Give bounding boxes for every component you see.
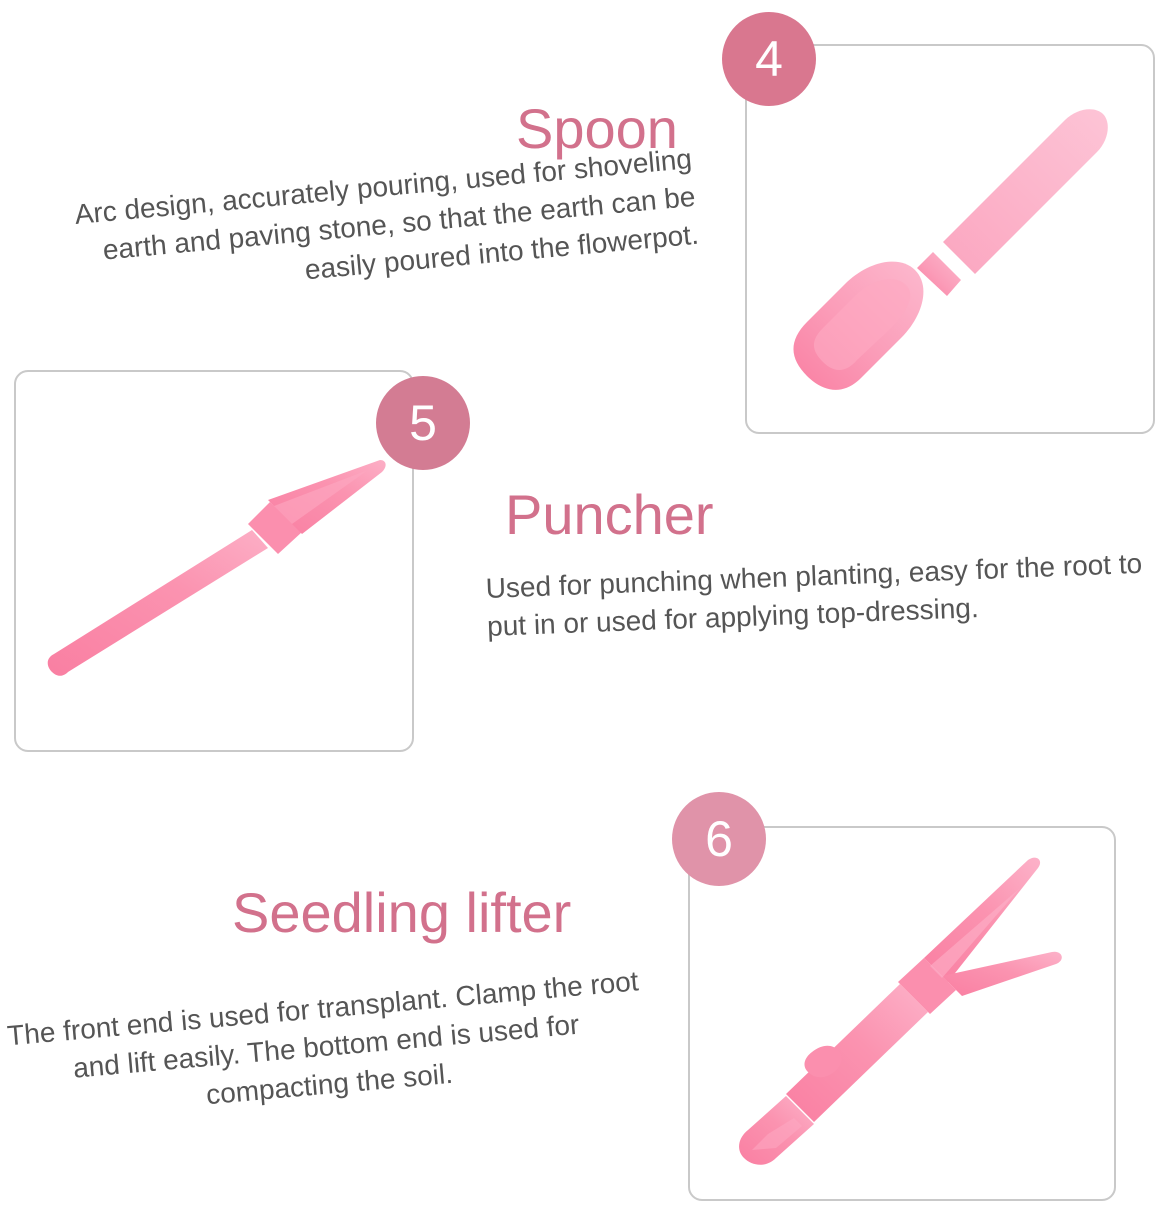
section-badge-5: 5 xyxy=(376,376,470,470)
product-image-frame-seedling-lifter xyxy=(688,826,1116,1201)
spoon-tool-icon xyxy=(747,46,1153,432)
section-description-puncher: Used for punching when planting, easy for the root to put in or used for applying top-dressing. xyxy=(485,547,1143,642)
section-title-spoon: Spoon xyxy=(516,97,678,160)
section-description-seedling-lifter: The front end is used for transplant. Clamp the root and lift easily. The bottom end is used for compacting the soil. xyxy=(5,965,640,1110)
section-description-spoon: Arc design, accurately pouring, used for shoveling earth and paving stone, so that the earth can be easily poured into the flowerpot. xyxy=(73,142,700,285)
puncher-tool-icon xyxy=(16,372,412,750)
section-title-puncher: Puncher xyxy=(505,483,714,546)
seedling-lifter-tool-icon xyxy=(690,828,1114,1199)
section-title-seedling-lifter: Seedling lifter xyxy=(232,881,572,944)
section-badge-6: 6 xyxy=(672,792,766,886)
section-badge-4: 4 xyxy=(722,12,816,106)
product-image-frame-puncher xyxy=(14,370,414,752)
product-image-frame-spoon xyxy=(745,44,1155,434)
